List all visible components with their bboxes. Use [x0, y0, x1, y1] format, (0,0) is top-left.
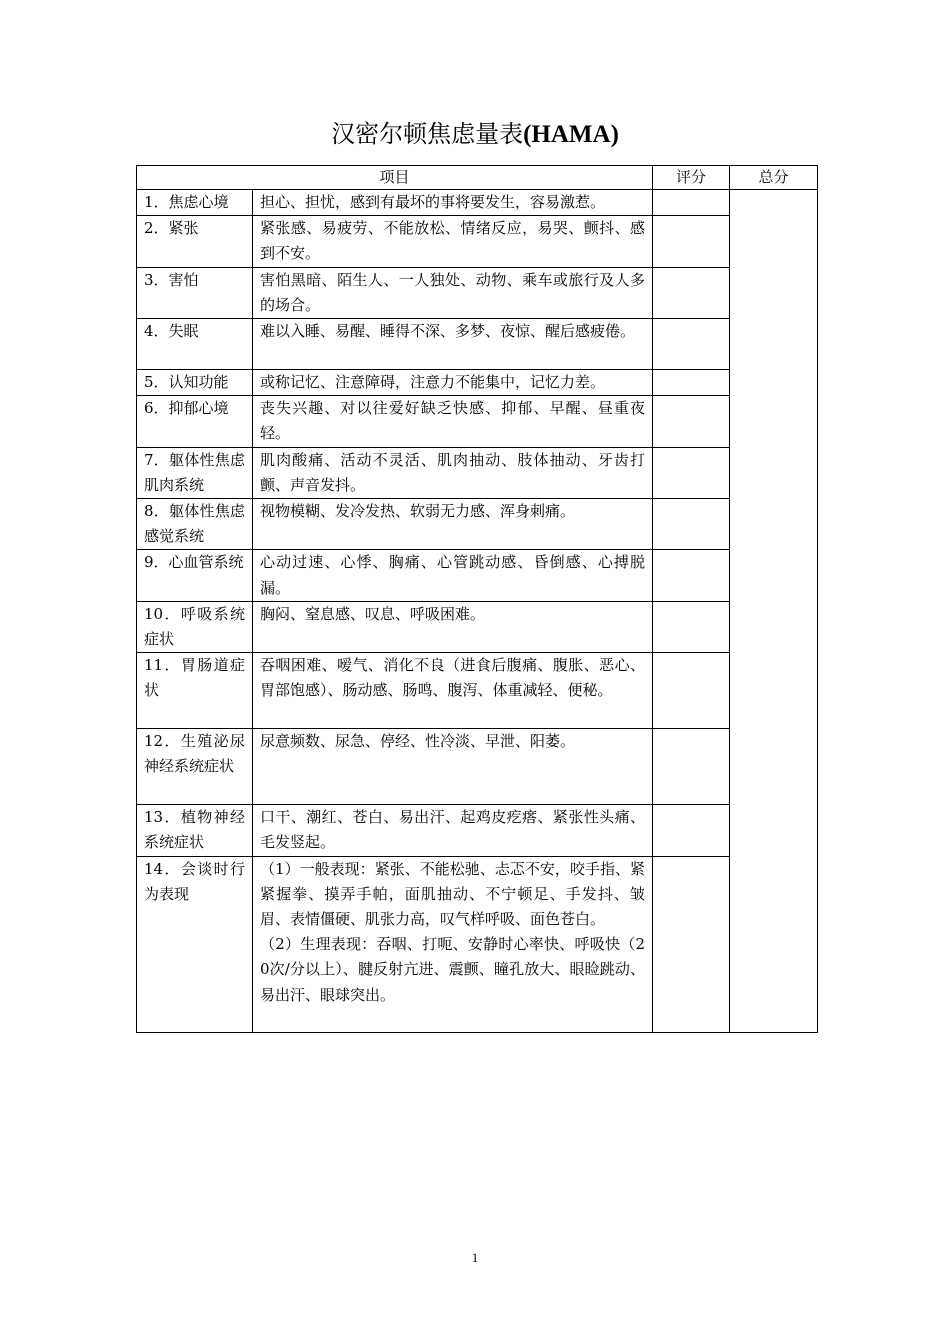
table-row	[137, 856, 818, 1032]
item-name: 7．躯体性焦虑肌肉系统	[137, 447, 253, 498]
item-name: 5．认知功能	[137, 370, 253, 396]
score-cell[interactable]	[653, 319, 730, 370]
table-row	[137, 190, 818, 216]
header-score: 评分	[653, 166, 730, 190]
table-row	[137, 729, 818, 805]
item-description	[253, 729, 653, 805]
description-text: 担心、担忧，感到有最坏的事将要发生，容易激惹。	[260, 193, 606, 211]
item-description	[253, 190, 653, 216]
item-name: 1．焦虑心境	[137, 190, 253, 216]
table-row	[137, 653, 818, 729]
score-cell[interactable]	[653, 601, 730, 652]
description-text: 视物模糊、发冷发热、软弱无力感、浑身刺痛。	[260, 502, 576, 521]
item-description	[253, 267, 653, 318]
score-cell[interactable]	[653, 447, 730, 498]
table-row	[137, 319, 818, 370]
table-row	[137, 396, 818, 447]
table-row	[137, 499, 818, 550]
description-text: 或称记忆、注意障碍，注意力不能集中，记忆力差。	[260, 373, 606, 392]
total-score-cell[interactable]	[730, 190, 818, 1033]
description-text: 肌肉酸痛、活动不灵活、肌肉抽动、肢体抽动、牙齿打颤、声音发抖。	[260, 450, 646, 494]
header-item: 项目	[137, 166, 653, 190]
item-description	[253, 396, 653, 447]
table-row	[137, 370, 818, 396]
table-row	[137, 805, 818, 856]
title-abbreviation: (HAMA)	[523, 121, 619, 148]
title-chinese: 汉密尔顿焦虑量表	[331, 120, 524, 148]
document-title	[0, 116, 950, 153]
score-cell[interactable]	[653, 396, 730, 447]
table-header-row	[137, 166, 818, 190]
description-text: 口干、潮红、苍白、易出汗、起鸡皮疙瘩、紧张性头痛、毛发竖起。	[260, 808, 646, 852]
description-text: 丧失兴趣、对以往爱好缺乏快感、抑郁、早醒、昼重夜轻。	[260, 399, 646, 443]
item-description	[253, 216, 653, 267]
table-row	[137, 601, 818, 652]
item-description	[253, 601, 653, 652]
score-cell[interactable]	[653, 653, 730, 729]
item-name: 6．抑郁心境	[137, 396, 253, 447]
score-cell[interactable]	[653, 729, 730, 805]
item-description	[253, 653, 653, 729]
score-cell[interactable]	[653, 499, 730, 550]
item-name: 10．呼吸系统症状	[137, 601, 253, 652]
item-name: 8．躯体性焦虑感觉系统	[137, 499, 253, 550]
score-cell[interactable]	[653, 190, 730, 216]
item-name: 9．心血管系统	[137, 550, 253, 601]
item-description	[253, 550, 653, 601]
description-text: 难以入睡、易醒、睡得不深、多梦、夜惊、醒后感疲倦。	[260, 322, 636, 341]
description-text: 紧张感、易疲劳、不能放松、情绪反应，易哭、颤抖、感到不安。	[260, 219, 646, 263]
hama-scale-table	[136, 165, 818, 1033]
item-name: 13．植物神经系统症状	[137, 805, 253, 856]
description-text: 吞咽困难、嗳气、消化不良（进食后腹痛、腹胀、恶心、胃部饱感）、肠动感、肠鸣、腹泻、体重减轻、便秘。	[260, 656, 646, 700]
item-name: 2．紧张	[137, 216, 253, 267]
item-description	[253, 805, 653, 856]
item-description	[253, 370, 653, 396]
score-cell[interactable]	[653, 856, 730, 1032]
item-description	[253, 499, 653, 550]
item-description	[253, 856, 653, 1032]
score-cell[interactable]	[653, 805, 730, 856]
score-cell[interactable]	[653, 216, 730, 267]
description-text: 心动过速、心悸、胸痛、心管跳动感、昏倒感、心搏脱漏。	[260, 553, 646, 597]
header-total: 总分	[730, 166, 818, 190]
table-row	[137, 447, 818, 498]
table-body	[137, 190, 818, 1033]
description-text: （1）一般表现：紧张、不能松驰、忐忑不安，咬手指、紧紧握拳、摸弄手帕，面肌抽动、不宁顿足、手发抖、皱眉、表情僵硬、肌张力高，叹气样呼吸、面色苍白。	[260, 859, 646, 929]
score-cell[interactable]	[653, 550, 730, 601]
item-name: 12．生殖泌尿神经系统症状	[137, 729, 253, 805]
item-name: 4．失眠	[137, 319, 253, 370]
description-text: 胸闷、窒息感、叹息、呼吸困难。	[260, 604, 486, 623]
item-description	[253, 319, 653, 370]
description-text: （2）生理表现：吞咽、打呃、安静时心率快、呼吸快（20次/分以上）、腱反射亢进、震颤、瞳孔放大、眼睑跳动、易出汗、眼球突出。	[260, 935, 646, 1004]
table-row	[137, 216, 818, 267]
score-cell[interactable]	[653, 370, 730, 396]
item-name: 14．会谈时行为表现	[137, 856, 253, 1032]
table-row	[137, 267, 818, 318]
page-number: 1	[471, 1250, 479, 1265]
score-cell[interactable]	[653, 267, 730, 318]
item-name: 3．害怕	[137, 267, 253, 318]
description-text: 尿意频数、尿急、停经、性冷淡、早泄、阳萎。	[260, 732, 576, 751]
description-text: 害怕黑暗、陌生人、一人独处、动物、乘车或旅行及人多的场合。	[260, 270, 646, 314]
item-description	[253, 447, 653, 498]
item-name: 11．胃肠道症状	[137, 653, 253, 729]
table-row	[137, 550, 818, 601]
